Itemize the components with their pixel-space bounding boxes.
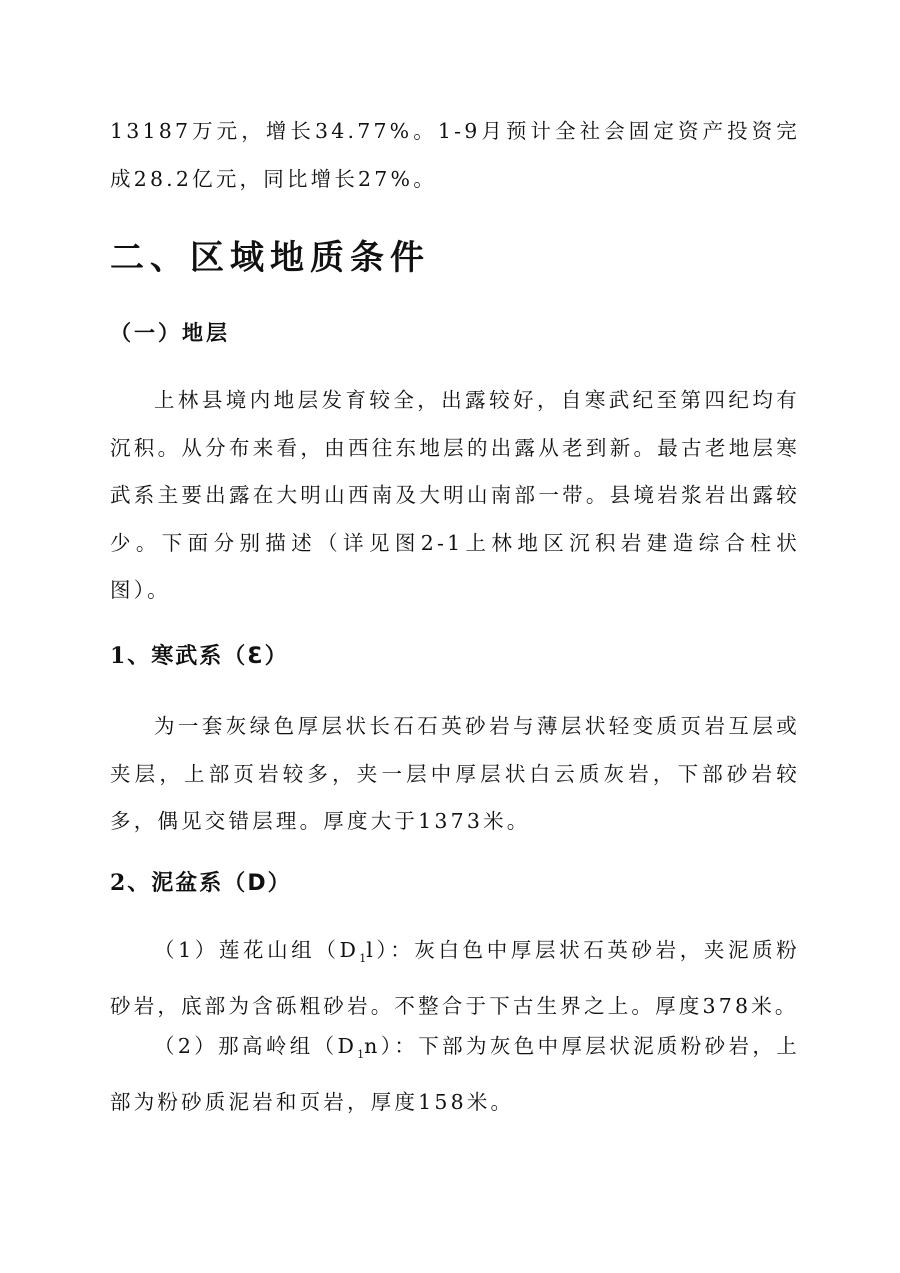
- paragraph-lianhuashan-formation: [110, 927, 800, 1030]
- subsection-title: （一）地层: [110, 321, 230, 345]
- paragraph-cambrian: 为一套灰绿色厚层状长石石英砂岩与薄层状轻变质页岩互层或夹层，上部页岩较多，夹一层中厚层状白云质灰岩，下部砂岩较多，偶见交错层理。厚度大于1373米。: [110, 714, 800, 833]
- section-title: 二、区域地质条件: [110, 238, 430, 278]
- heading-devonian: [110, 863, 292, 904]
- heading-devonian-prefix: 2、泥盆系（: [110, 870, 248, 896]
- heading-cambrian-symbol: Ɛ: [247, 644, 265, 669]
- lianhuashan-subscript: 1: [359, 952, 367, 966]
- nagaoling-text: n）：下部为灰色中厚层状泥质粉砂岩，上部为粉砂质泥岩和页岩，厚度158米。: [110, 1034, 800, 1114]
- heading-devonian-suffix: ）: [267, 870, 292, 896]
- nagaoling-subscript: 1: [357, 1048, 365, 1062]
- paragraph-investment: 13187万元，增长34.77%。1-9月预计全社会固定资产投资完成28.2亿元，同比增长27%。: [110, 119, 800, 191]
- heading-cambrian-prefix: 1、寒武系（: [110, 643, 248, 669]
- heading-cambrian: [110, 636, 289, 677]
- nagaoling-prefix: （2）那高岭组（D: [154, 1034, 358, 1058]
- lianhuashan-text: l）：灰白色中厚层状石英砂岩，夹泥质粉砂岩，底部为含砾粗砂岩。不整合于下古生界之上。厚度378米。: [110, 938, 800, 1018]
- paragraph-nagaoling-formation: [110, 1023, 800, 1126]
- heading-cambrian-suffix: ）: [264, 643, 289, 669]
- paragraph-strata-intro: 上林县境内地层发育较全，出露较好，自寒武纪至第四纪均有沉积。从分布来看，由西往东地层的出露从老到新。最古老地层寒武系主要出露在大明山西南及大明山南部一带。县境岩浆岩出露较少。下面分别描述（详见图2-1上林地区沉积岩建造综合柱状图）。: [110, 388, 800, 602]
- heading-devonian-symbol: D: [247, 871, 268, 896]
- lianhuashan-prefix: （1）莲花山组（D: [154, 938, 360, 962]
